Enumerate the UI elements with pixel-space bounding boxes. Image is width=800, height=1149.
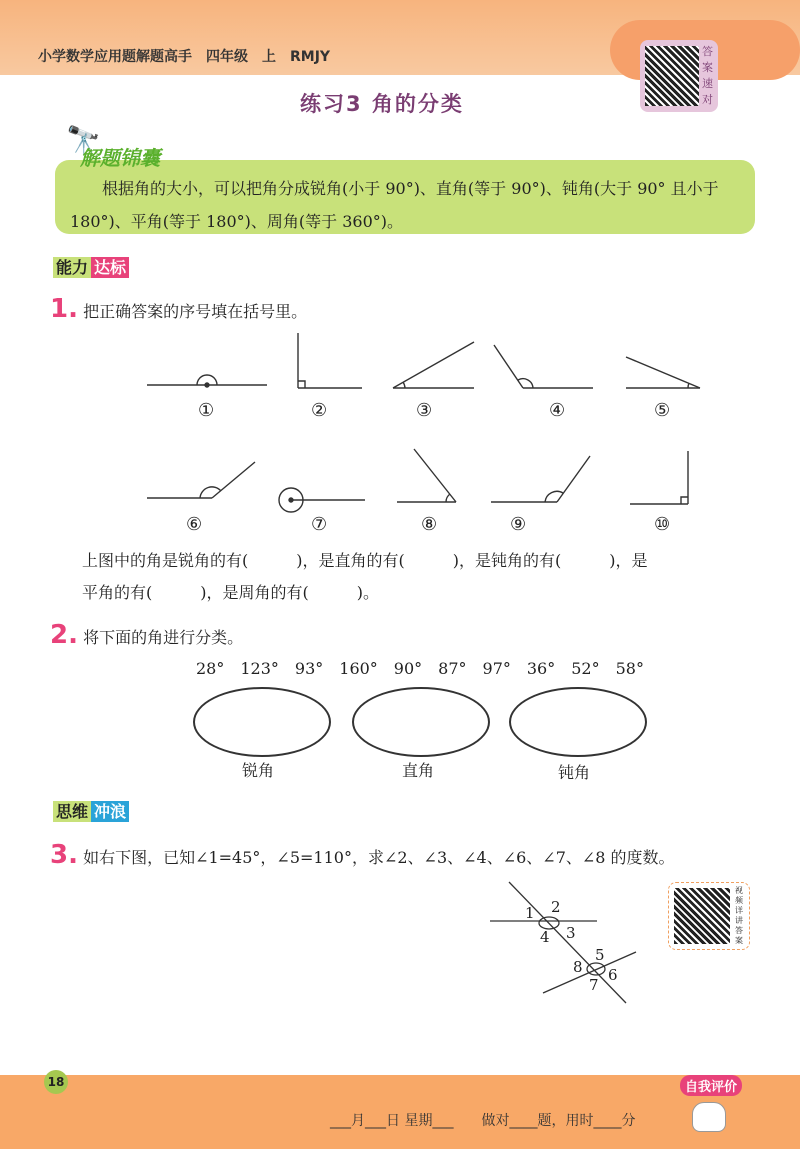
angle-label: 7: [589, 976, 599, 994]
section-label-highlight: 冲浪: [91, 801, 129, 822]
category-label: 直角: [402, 761, 435, 780]
qr-label: 视频详讲答案: [735, 886, 743, 945]
figure-label: ①: [198, 400, 215, 421]
angle-label: 4: [540, 928, 550, 946]
angle-6: [147, 462, 255, 498]
q1-answer-line-1[interactable]: 上图中的角是锐角的有( )，是直角的有( )，是钝角的有( )，是: [82, 551, 648, 570]
angle-8: [397, 449, 456, 502]
section-thinking: [50, 798, 132, 823]
angle-4: [494, 345, 593, 388]
question-3: [50, 840, 675, 870]
question-text: 如右下图，已知∠1=45°，∠5=110°，求∠2、∠3、∠4、∠6、∠7、∠8 的度数。: [83, 848, 675, 867]
book-title: 小学数学应用题解题高手 四年级 上 RMJY: [38, 49, 331, 65]
video-qr[interactable]: [668, 882, 750, 950]
question-number: 3.: [50, 840, 78, 870]
section-label: 思维: [53, 801, 91, 822]
section-label: 能力: [53, 257, 91, 278]
figure-label: ②: [311, 400, 328, 421]
qr-code-icon: [645, 46, 699, 106]
figure-label: ⑦: [311, 514, 328, 535]
figure-label: ④: [549, 400, 566, 421]
right-ellipse[interactable]: [352, 687, 490, 757]
angle-figures: [0, 320, 800, 540]
qr-code-icon: [674, 888, 730, 944]
angle-10: [630, 451, 688, 504]
section-label-highlight: 达标: [91, 257, 129, 278]
angle-label: 5: [595, 946, 605, 964]
answer-qr[interactable]: [640, 40, 718, 112]
footer-record-fields[interactable]: ___月___日 星期___ 做对____题，用时____分: [330, 1113, 636, 1129]
angle-values: 28° 123° 93° 160° 90° 87° 97° 36° 52° 58°: [196, 659, 644, 678]
figure-label: ⑧: [421, 514, 438, 535]
question-number: 2.: [50, 620, 78, 650]
angle-label: 6: [608, 966, 618, 984]
question-text: 将下面的角进行分类。: [83, 628, 244, 647]
angle-label: 8: [573, 958, 583, 976]
telescope-icon: 🔭: [66, 124, 101, 157]
angle-2: [298, 333, 362, 388]
angle-9: [491, 456, 590, 502]
tip-text: 根据角的大小，可以把角分成锐角(小于 90°)、直角(等于 90°)、钝角(大于 90° 且小于 180°)、平角(等于 180°)、周角(等于 360°)。: [70, 179, 719, 231]
page-number: 18: [44, 1070, 68, 1094]
angle-label: 2: [551, 898, 561, 916]
acute-ellipse[interactable]: [193, 687, 331, 757]
question-text: 把正确答案的序号填在括号里。: [83, 302, 308, 321]
figure-label: ⑥: [186, 514, 203, 535]
qr-label: 答案速对: [702, 45, 713, 106]
self-evaluation-badge: 自我评价: [680, 1075, 742, 1096]
figure-label: ③: [416, 400, 433, 421]
angle-label: 1: [525, 904, 535, 922]
angle-3: [393, 342, 474, 388]
figure-label: ⑨: [510, 514, 527, 535]
angle-7: [279, 488, 365, 512]
figure-label: ⑩: [654, 514, 671, 535]
section-ability: [50, 254, 132, 279]
robot-mascot-icon: [692, 1102, 726, 1132]
q1-answer-line-2[interactable]: 平角的有( )，是周角的有( )。: [82, 583, 379, 602]
angle-5: [626, 357, 700, 388]
question-2: [50, 620, 243, 650]
question-number: 1.: [50, 294, 78, 324]
category-label: 钝角: [558, 763, 591, 782]
tip-title: 解题锦囊: [80, 146, 160, 170]
obtuse-ellipse[interactable]: [509, 687, 647, 757]
figure-label: ⑤: [654, 400, 671, 421]
page-title: 练习3 角的分类: [300, 92, 464, 116]
angle-1: [147, 375, 267, 387]
category-label: 锐角: [242, 761, 275, 780]
angle-label: 3: [566, 924, 576, 942]
